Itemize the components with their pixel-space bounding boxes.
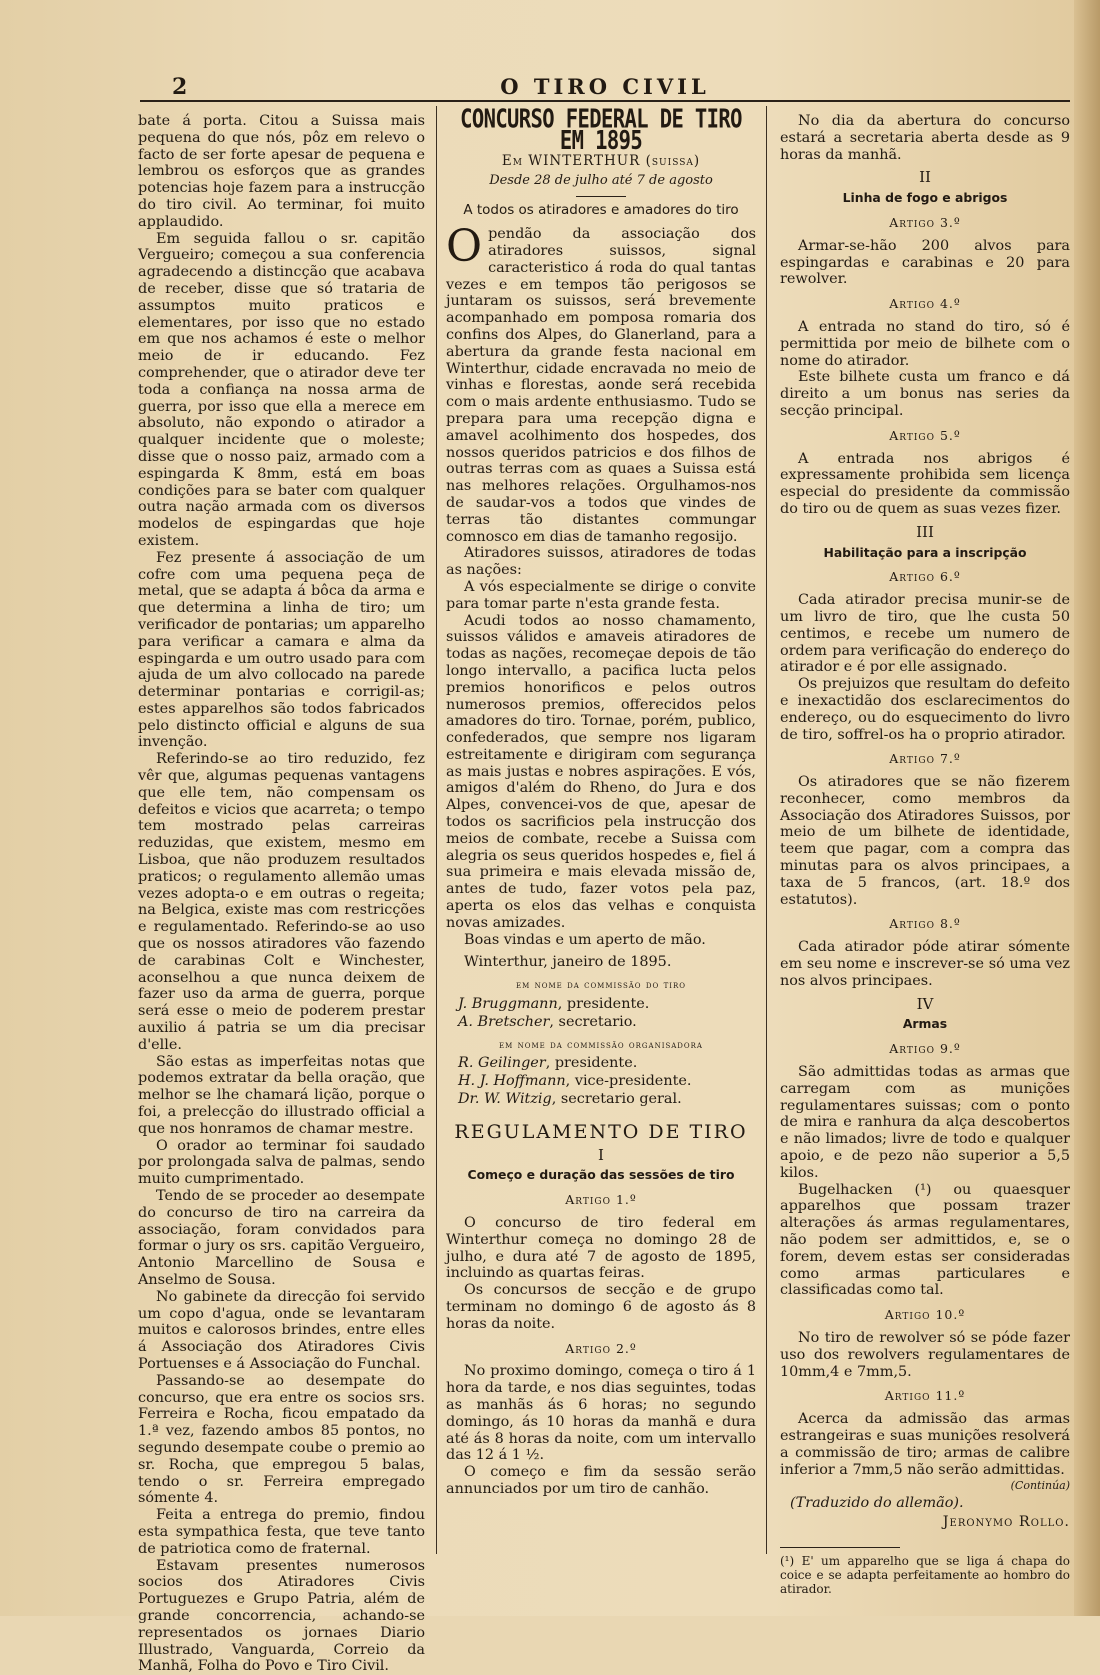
article-place: Em WINTERTHUR (suissa): [501, 152, 701, 169]
commission-heading: em nome da commissão do tiro: [515, 979, 687, 992]
paragraph: Passando-se ao desempate do concurso, que era entre os socios srs. Ferreira e Rocha, ficou empatado da 1.ª vez, fazendo ambos 85 pontos, no segundo desempate coube o premio ao sr. Rocha, que empregou 5 balas, tendo o sr. Ferreira empregado sómente 4.: [138, 1372, 425, 1507]
paragraph: Os atiradores que se não fizerem reconhecer, como membros da Associação dos Atiradores Suissos, por meio de um bilhete de identidade, teem que pagar, com a compra das minutas para os alvos principaes, a taxa de 5 francos, (art. 18.º dos estatutos).: [780, 774, 1070, 908]
paragraph: Acerca da admissão das armas estrangeiras e suas munições resolverá a commissão de tiro; armas de calibre inferior a 7mm,5 não serão admittidas.: [780, 1411, 1070, 1478]
section-title: REGULAMENTO DE TIRO: [454, 1120, 748, 1143]
article-number: Artigo 1.º: [565, 1192, 637, 1208]
paragraph: Fez presente á associação de um cofre com uma pequena peça de metal, que se adapta á bôca da arma e que determina a linha de tiro; um verificador de pontarias; um apparelho para verificar a camara e alma da espingarda e um outro usado para com ajuda de um alvo collocado na parede determinar pontarias e corrigil-as; estes apparelhos são todos fabricados pelo distincto official e alguns de sua invenção.: [138, 549, 425, 751]
paragraph: O orador ao terminar foi saudado por prolongada salva de palmas, sendo muito cumprimentado.: [138, 1137, 425, 1188]
paragraph: Os prejuizos que resultam do defeito e inexactidão dos esclarecimentos do endereço, ou do esquecimento do livro de tiro, soffrel-os ha o proprio atirador.: [780, 676, 1070, 743]
signature-line: Dr. W. Witzig, secretario geral.: [458, 1091, 682, 1108]
footnote: (¹) E' um apparelho que se liga á chapa do coice e se adapta perfeitamente ao hombro do atirador.: [780, 1553, 1070, 1596]
article-number: Artigo 7.º: [889, 751, 961, 767]
paragraph: São admittidas todas as armas que carregam com as munições regulamentares suissas; com o ponto de mira e ranhura da alça descobertos e não limados; livre de todo e qualquer apoio, e de pezo não superior a 5,5 kilos.: [780, 1064, 1070, 1181]
divider: [576, 196, 626, 197]
paragraph: O começo e fim da sessão serão annunciados por um tiro de canhão.: [446, 1464, 756, 1497]
paragraph: Bugelhacken (¹) ou quaesquer apparelhos que possam trazer alterações ás armas regulamentares, não podem ser admittidos, e, se o forem, devem estas ser consideradas como armas particulares e classificadas como tal.: [780, 1181, 1070, 1299]
translation-note: (Traduzido do allemão).: [790, 1495, 964, 1512]
column-3: [780, 113, 1070, 1596]
section-heading: Linha de fogo e abrigos: [842, 190, 1008, 206]
paragraph: No dia da abertura do concurso estará a secretaria aberta desde as 9 horas da manhã.: [780, 113, 1070, 163]
paragraph: bate á porta. Citou a Suissa mais pequena do que nós, pôz em relevo o facto de ser forte apesar de pequena e lembrou os esforços que as grandes potencias hoje fazem para a instrucção do tiro civil. Ao terminar, foi muito applaudido.: [138, 113, 425, 230]
column-rule-1: [436, 106, 437, 1554]
author-name: Jeronymo Rollo.: [942, 1513, 1070, 1530]
article-number: Artigo 11.º: [884, 1388, 966, 1404]
column-2: [446, 103, 756, 1498]
paragraph: Atiradores suissos, atiradores de todas as nações:: [446, 545, 756, 579]
page-edge: [1074, 0, 1100, 1616]
drop-cap: O: [446, 221, 483, 273]
paragraph: Cada atirador póde atirar sómente em seu nome e inscrever-se só uma vez nos alvos principaes.: [780, 939, 1070, 989]
paragraph: Os concursos de secção e de grupo terminam no domingo 6 de agosto ás 8 horas da noite.: [446, 1282, 756, 1332]
roman-numeral: IV: [916, 994, 934, 1013]
section-heading: Começo e duração das sessões de tiro: [467, 1167, 735, 1183]
page-header: [140, 74, 1070, 102]
article-number: Artigo 2.º: [565, 1340, 637, 1356]
signature-line: H. J. Hoffmann, vice-presidente.: [458, 1073, 692, 1090]
paragraph: No gabinete da direcção foi servido um copo d'agua, onde se levantaram muitos e calorosos brindes, entre elles á Associação dos Atiradores Civis Portuenses e á Associação do Funchal.: [138, 1288, 425, 1372]
commission-heading: em nome da commissão organisadora: [499, 1038, 703, 1051]
masthead-title: O TIRO CIVIL: [500, 74, 710, 99]
article-headline: CONCURSO FEDERAL DE TIRO EM 1895: [460, 103, 742, 155]
roman-numeral: I: [598, 1145, 604, 1164]
article-dates: Desde 28 de julho até 7 de agosto: [489, 173, 713, 189]
paragraph: Este bilhete custa um franco e dá direito a um bonus nas series da secção principal.: [780, 369, 1070, 419]
page-number: 2: [172, 74, 188, 100]
paragraph: Cada atirador precisa munir-se de um livro de tiro, que lhe custa 50 centimos, e recebe um numero de ordem para verificação do endereço do atirador e é por elle assignado.: [780, 592, 1070, 676]
paragraph: Winterthur, janeiro de 1895.: [464, 954, 672, 971]
paragraph: Armar-se-hão 200 alvos para espingardas e carabinas e 20 para rewolver.: [780, 237, 1070, 288]
signature-line: A. Bretscher, secretario.: [458, 1013, 637, 1030]
signature-line: J. Bruggmann, presidente.: [458, 996, 650, 1013]
article-number: Artigo 6.º: [889, 569, 961, 585]
article-number: Artigo 4.º: [889, 296, 961, 312]
section-heading: Armas: [902, 1016, 948, 1032]
continued-note: (Continúa): [1010, 1479, 1070, 1493]
paragraph: Feita a entrega do premio, findou esta sympathica festa, que teve tanto de patriotica como de fraternal.: [138, 1507, 425, 1557]
paragraph: A entrada nos abrigos é expressamente prohibida sem licença especial do presidente da commissão do tiro ou de quem as suas vezes fizer.: [780, 450, 1070, 517]
paragraph: Boas vindas e um aperto de mão.: [464, 931, 706, 948]
paragraph: São estas as imperfeitas notas que podemos extratar da bella oração, que melhor se lhe chamará lição, porque o foi, a prelecção do illustrado official a que nos honramos de chamar mestre.: [138, 1053, 425, 1137]
paragraph: Estavam presentes numerosos socios dos Atiradores Civis Portuguezes e Grupo Patria, além de grande concorrencia, achando-se representados os jornaes Diario Illustrado, Vanguarda, Correio da Manhã, Folha do Povo e Tiro Civil.: [138, 1557, 425, 1675]
article-number: Artigo 8.º: [889, 916, 961, 932]
paragraph: Acudi todos ao nosso chamamento, suissos válidos e amaveis atiradores de todas as nações, recomeçae depois de tão longo intervallo, a pacifica lucta pelos premios honorificos e pelos outros numerosos premios, offerecidos pelos amadores do tiro. Tornae, porém, publico, confederados, que sempre nos ligaram estreitamente e dirigiram com segurança as mais justas e nobres aspirações. E vós, amigos d'além do Rheno, do Jura e dos Alpes, convencei-vos de que, apesar de todos os sacrificios pela instrucção dos meios de combate, recebe a Suissa com alegria os seus queridos hospedes e, fiel á sua primeira e mais elevada missão de, antes de tudo, fazer votos pela paz, aperta os elos das velhas e conquista novas amizades.: [446, 612, 756, 931]
section-heading: Habilitação para a inscripção: [823, 544, 1027, 560]
footnote-divider: [780, 1547, 900, 1548]
paragraph: A vós especialmente se dirige o convite para tomar parte n'esta grande festa.: [446, 578, 756, 612]
paragraph: A entrada no stand do tiro, só é permittida por meio de bilhete com o nome do atirador.: [780, 318, 1070, 369]
paragraph: No tiro de rewolver só se póde fazer uso dos rewolvers regulamentares de 10mm,4 e 7mm,5.: [780, 1330, 1070, 1380]
roman-numeral: III: [916, 522, 934, 541]
roman-numeral: II: [919, 168, 931, 187]
paragraph: O concurso de tiro federal em Winterthur começa no domingo 28 de julho, e dura até 7 de agosto de 1895, incluindo as quartas feiras.: [446, 1215, 756, 1282]
article-number: Artigo 3.º: [889, 214, 961, 230]
article-number: Artigo 10.º: [884, 1307, 966, 1323]
paragraph: pendão da associação dos atiradores suissos, signal caracteristico á roda do qual tantas vezes e em tempos tão perigosos se juntaram os suissos, será brevemente acompanhado em pomposa romaria dos confins dos Alpes, do Glanerland, para a abertura da grande festa nacional em Winterthur, cidade encravada no meio de vinhas e florestas, aonde será recebida com o mais ardente enthusiasmo. Tudo se prepara para uma recepção digna e amavel acolhimento dos hospedes, dos nossos queridos patricios e dos filhos de outras terras com as quaes a Suissa está nas melhores relações. Orgulhamos-nos de saudar-vos a todos que vindes de terras tão distantes commungar comnosco em dias de tamanho regosijo.: [446, 226, 756, 545]
paragraph: Em seguida fallou o sr. capitão Vergueiro; começou a sua conferencia agradecendo a distincção que acabava de receber, disse que só trataria de assumptos muito praticos e elementares, por isso que no estado em que nos achamos é este o melhor meio de ir educando. Fez comprehender, que o atirador deve ter toda a confiança na nossa arma de guerra, por isso que ella a merece em absoluto, não expondo o atirador a qualquer incidente que o moleste; disse que o nosso paiz, armado com a espingarda K 8mm, está em boas condições para se bater com qualquer outra nação armada com os diversos modelos de espingardas que hoje existem.: [138, 230, 425, 549]
article-number: Artigo 5.º: [889, 427, 961, 443]
signature-line: R. Geilinger, presidente.: [458, 1055, 638, 1072]
column-1: [138, 113, 425, 1675]
paragraph: No proximo domingo, começa o tiro á 1 hora da tarde, e nos dias seguintes, todas as manhãs ás 6 horas; no segundo domingo, ás 10 horas da manhã e dura até ás 8 horas da noite, com um intervallo das 12 á 1 ½.: [446, 1363, 756, 1464]
column-rule-2: [766, 106, 767, 1554]
article-subtitle: A todos os atiradores e amadores do tiro: [463, 202, 739, 219]
article-number: Artigo 9.º: [889, 1041, 961, 1057]
paragraph: Tendo de se proceder ao desempate do concurso de tiro na carreira da associação, foram convidados para formar o jury os srs. capitão Vergueiro, Antonio Marcellino de Sousa e Anselmo de Sousa.: [138, 1188, 425, 1288]
paragraph: Referindo-se ao tiro reduzido, fez vêr que, algumas pequenas vantagens que elle tem, não compensam os defeitos e vicios que acarreta; o tempo tem mostrado pelas carreiras reduzidas, que existem, mesmo em Lisboa, que não produzem resultados praticos; o regulamento allemão umas vezes adopta-o e em outras o regeita; na Belgica, existe mas com restricções e regulamentado. Referindo-se ao uso que os nossos atiradores vão fazendo de carabinas Colt e Winchester, aconselhou a que nunca deixem de fazer uso da arma de guerra, porque será esse o meio de poderem prestar auxilio á patria se um dia precisar d'elle.: [138, 751, 425, 1053]
